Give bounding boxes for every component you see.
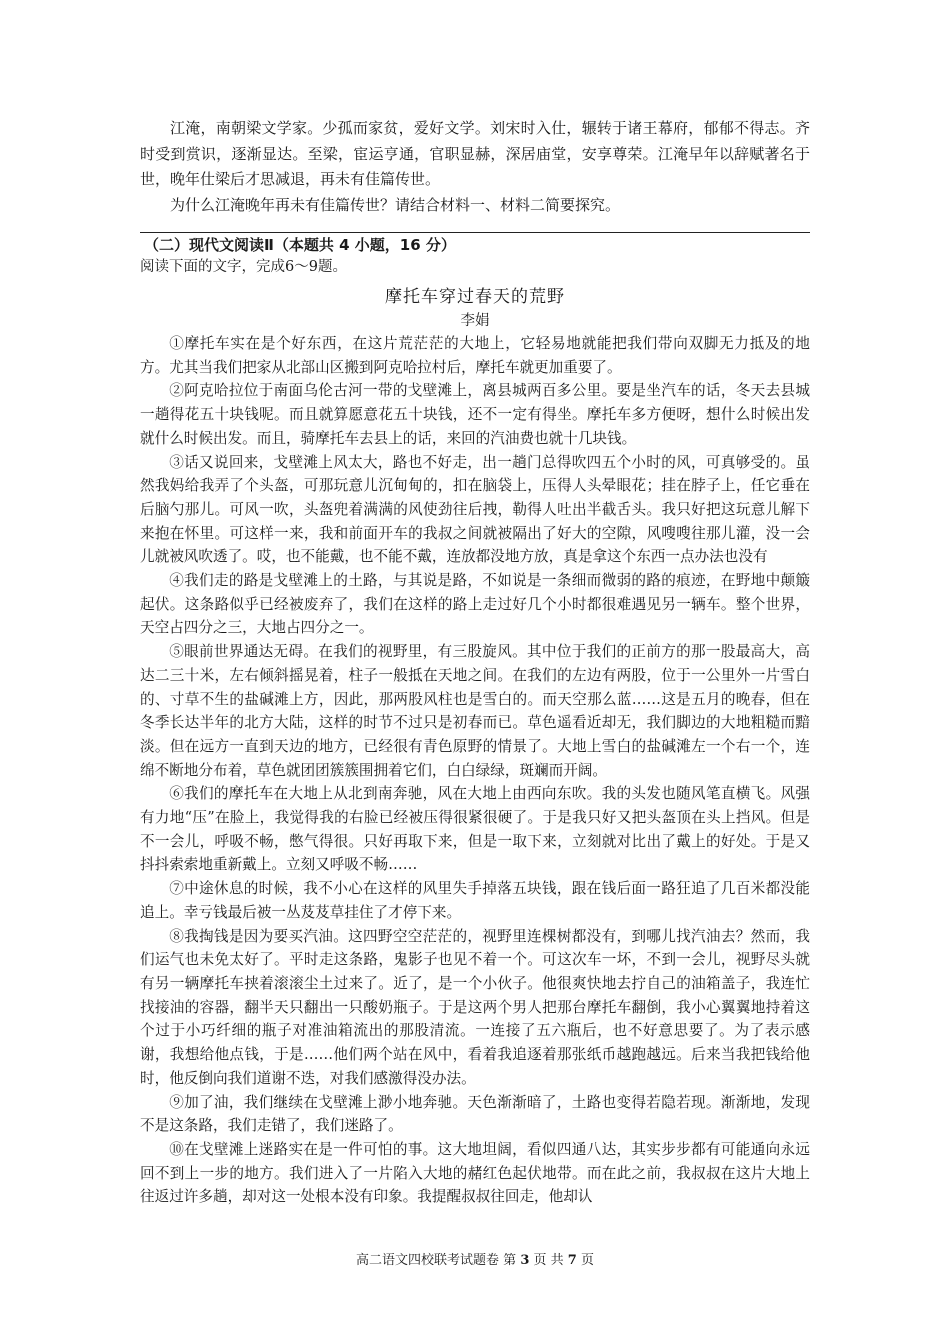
article-paragraph-5: ⑤眼前世界通达无碍。在我们的视野里，有三股旋风。其中位于我们的正前方的那一股最高大，高达二三十米，左右倾斜摇晃着，柱子一般抵在天地之间。在我们的左边有两股，位于一公里外一片雪白的、寸草不生的盐碱滩上方，因此，那两股风柱也是雪白的。而天空那么蓝……这是五月的晚春，但在冬季长达半年的北方大陆，这样的时节不过只是初春而已。草色遥看近却无，我们脚边的大地粗糙而黯淡。但在远方一直到天边的地方，已经很有青色原野的情景了。大地上雪白的盐碱滩左一个右一个，连绵不断地分布着，草色就团团簇簇围拥着它们，白白绿绿，斑斓而开阔。 — [140, 643, 810, 779]
question-text: 为什么江淹晚年再未有佳篇传世？请结合材料一、材料二简要探究。 — [170, 195, 621, 214]
footer-prefix: 高二语文四校联考试题卷 第 — [356, 1253, 521, 1268]
article-paragraph-3: ③话又说回来，戈壁滩上风太大，路也不好走，出一趟门总得吹四五个小时的风，可真够受的。虽然我妈给我弄了个头盔，可那玩意儿沉甸甸的，扣在脑袋上，压得人头晕眼花；挂在脖子上，任它垂在后脑勺那儿。可风一吹，头盔兜着满满的风使劲往后拽，勒得人吐出半截舌头。我只好把这玩意儿解下来抱在怀里。可这样一来，我和前面开车的我叔之间就被隔出了好大的空隙，风嗖嗖往那儿灌，没一会儿就被风吹透了。哎，也不能戴，也不能不戴，连放都没地方放，真是拿这个东西一点办法也没有 — [140, 453, 810, 566]
article-paragraph-9: ⑨加了油，我们继续在戈壁滩上渺小地奔驰。天色渐渐暗了，土路也变得若隐若现。渐渐地，发现不是这条路，我们走错了，我们迷路了。 — [140, 1093, 810, 1135]
material-excerpt — [140, 116, 810, 218]
page-footer — [0, 1252, 950, 1270]
footer-suffix: 页 — [576, 1253, 594, 1268]
article-title: 摩托车穿过春天的荒野 — [385, 287, 565, 307]
section-instruction: 阅读下面的文字，完成6～9题。 — [140, 259, 347, 275]
article-paragraph-2: ②阿克哈拉位于南面乌伦古河一带的戈壁滩上，离县城两百多公里。要是坐汽车的话，冬天去县城一趟得花五十块钱呢。而且就算愿意花五十块钱，还不一定有得坐。摩托车多方便呀，想什么时候出发就什么时候出发。而且，骑摩托车去县上的话，来回的汽油费也就十几块钱。 — [140, 382, 810, 447]
section-divider — [140, 232, 810, 233]
article-paragraph-4: ④我们走的路是戈壁滩上的土路，与其说是路，不如说是一条细而微弱的路的痕迹，在野地中颠簸起伏。这条路似乎已经被废弃了，我们在这样的路上走过好几个小时都很难遇见另一辆车。整个世界，天空占四分之三，大地占四分之一。 — [140, 572, 810, 637]
material-paragraph: 江淹，南朝梁文学家。少孤而家贫，爱好文学。刘宋时入仕，辗转于诸王幕府，郁郁不得志。齐时受到赏识，逐渐显达。至梁，宦运亨通，官职显赫，深居庙堂，安享尊荣。江淹早年以辞赋著名于世，晚年仕梁后才思减退，再未有佳篇传世。 — [140, 119, 810, 188]
article-paragraph-8: ⑧我掏钱是因为要买汽油。这四野空空茫茫的，视野里连棵树都没有，到哪儿找汽油去？然而，我们运气也未免太好了。平时走这条路，鬼影子也见不着一个。可这次车一坏，不到一会儿，视野尽头就有另一辆摩托车挟着滚滚尘土过来了。近了，是一个小伙子。他很爽快地去拧自己的油箱盖子，我连忙找接油的容器，翻半天只翻出一只酸奶瓶子。于是这两个男人把那台摩托车翻倒，我小心翼翼地持着这个过于小巧纤细的瓶子对准油箱流出的那股清流。一连接了五六瓶后，也不好意思要了。为了表示感谢，我想给他点钱，于是……他们两个站在风中，看着我追逐着那张纸币越跑越远。后来当我把钱给他时，他反倒向我们道谢不迭，对我们感激得没办法。 — [140, 927, 810, 1087]
reading-section — [140, 234, 810, 1209]
article-paragraph-1: ①摩托车实在是个好东西，在这片荒茫茫的大地上，它轻易地就能把我们带向双脚无力抵及的地方。尤其当我们把家从北部山区搬到阿克哈拉村后，摩托车就更加重要了。 — [140, 335, 810, 376]
section-title: （二）现代文阅读Ⅱ（本题共 4 小题，16 分） — [144, 236, 456, 254]
article-body — [140, 332, 810, 1209]
article-paragraph-6: ⑥我们的摩托车在大地上从北到南奔驰，风在大地上由西向东吹。我的头发也随风笔直横飞。风强有力地“压”在脸上，我觉得我的右脸已经被压得很紧很硬了。于是我只好又把头盔顶在头上挡风。但是不一会儿，呼吸不畅，憋气得很。只好再取下来，但是一取下来，立刻就对比出了戴上的好处。于是又抖抖索索地重新戴上。立刻又呼吸不畅…… — [140, 785, 810, 874]
article-author: 李娟 — [460, 313, 490, 329]
article-paragraph-10: ⑩在戈壁滩上迷路实在是一件可怕的事。这大地坦阔，看似四通八达，其实步步都有可能通向永远回不到上一步的地方。我们进入了一片陷入大地的赭红色起伏地带。而在此之前，我叔叔在这片大地上往返过许多趟，却对这一处根本没有印象。我提醒叔叔往回走，他却认 — [140, 1140, 810, 1206]
footer-page-number: 3 — [520, 1253, 530, 1268]
footer-total-pages: 7 — [567, 1253, 577, 1268]
article-paragraph-7: ⑦中途休息的时候，我不小心在这样的风里失手掉落五块钱，跟在钱后面一路狂追了几百米都没能追上。幸亏钱最后被一丛芨芨草挂住了才停下来。 — [140, 880, 810, 921]
footer-middle: 页 共 — [529, 1253, 568, 1268]
